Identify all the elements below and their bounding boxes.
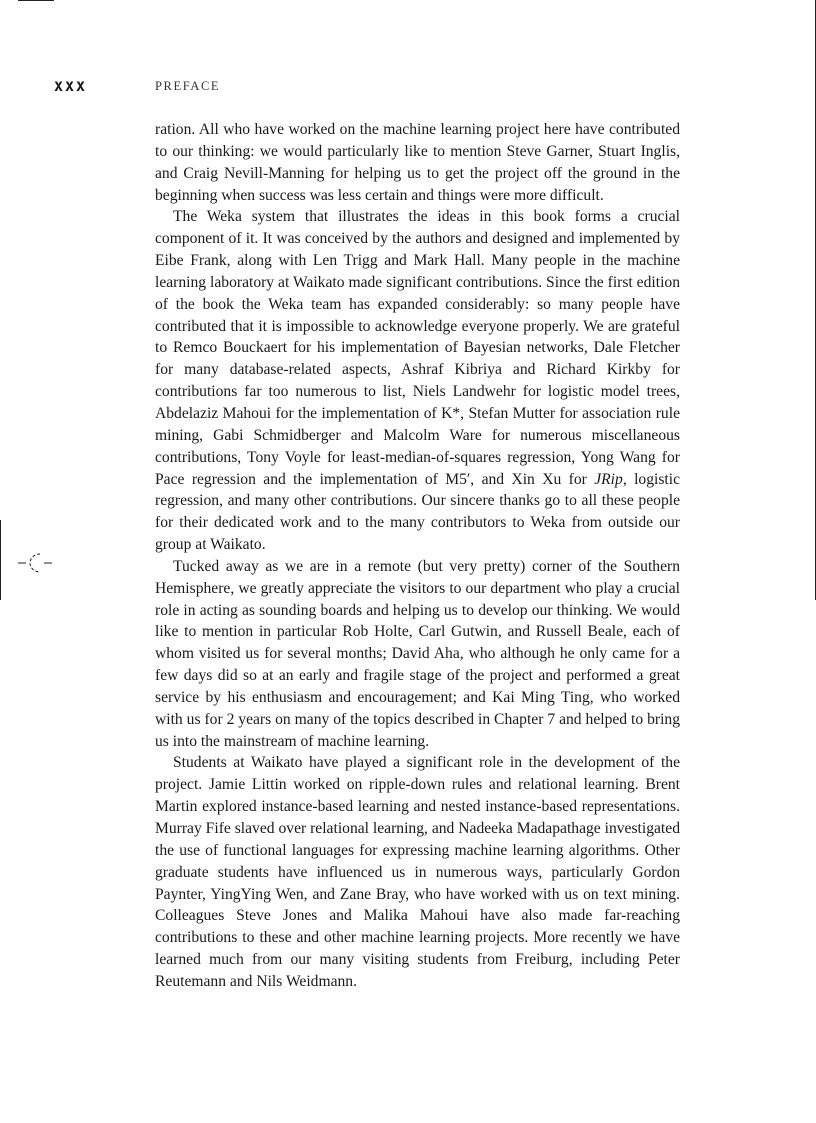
crop-mark-top [18,0,54,1]
paragraph-text: , logistic regression, and many other contributions. Our sincere thanks go to all these people for their dedicated work and to the many contributors to Weka from outside our group at Waikato. [155,470,681,554]
running-head [54,76,776,98]
paragraph [155,206,680,556]
paragraph-text: The Weka system that illustrates the ideas in this book forms a crucial component of it. It was conceived by the authors and designed and implemented by Eibe Frank, along with Len Trigg and Mark Hall. Many people in the machine learning laboratory at Waikato made significant contributions. Since the first edition of the book the Weka team has expanded considerably: so many people have contributed that it is impossible to acknowledge everyone properly. We are grateful to Remco Bouckaert for his implementation of Bayesian networks, Dale Fletcher for many database-related aspects, Ashraf Kibriya and Richard Kirkby for contributions far too numerous to list, Niels Landwehr for logistic model trees, Abdelaziz Mahoui for the implementation of K*, Stefan Mutter for association rule mining, Gabi Schmidberger and Malcolm Ware for numerous miscellaneous contributions, Tony Voyle for least-median-of-squares regression, Yong Wang for Pace regression and the implementation of M5′, and Xin Xu for [155,208,680,488]
body-text [155,119,680,993]
paragraph: Students at Waikato have played a significant role in the development of the project. Jamie Littin worked on ripple-down rules and relational learning. Brent Martin explored instance-based learning and nested instance-based representations. Murray Fife slaved over relational learning, and Nadeeka Madapathage investigated the use of functional languages for expressing machine learning algorithms. Other graduate students have influenced us in numerous ways, particularly Gordon Paynter, YingYing Wen, and Zane Bray, who have worked with us on text mining. Colleagues Steve Jones and Malika Mahoui have also made far-reaching contributions to these and other machine learning projects. More recently we have learned much from our many visiting students from Freiburg, including Peter Reutemann and Nils Weidmann. [155,754,680,990]
emphasis-text: JRip [594,470,623,488]
paragraph: ration. All who have worked on the machine learning project here have contributed to our thinking: we would particularly like to mention Steve Garner, Stuart Inglis, and Craig Nevill-Manning for helping us to get the project off the ground in the beginning when success was less certain and things were more difficult. [155,121,680,204]
paragraph: Tucked away as we are in a remote (but very pretty) corner of the Southern Hemisphere, we greatly appreciate the visitors to our department who play a crucial role in acting as sounding boards and helping us to develop our thinking. We would like to mention in particular Rob Holte, Carl Gutwin, and Russell Beale, each of whom visited us for several months; David Aha, who although he only came for a few days did so at an early and fragile stage of the project and performed a great service by his enthusiasm and encouragement; and Kai Ming Ting, who worked with us for 2 years on many of the topics described in Chapter 7 and helped to bring us into the mainstream of machine learning. [155,557,680,750]
registration-mark-icon [14,548,54,578]
page-number: xxx [54,74,88,96]
section-title: PREFACE [155,79,221,93]
crop-mark-left [0,520,1,600]
